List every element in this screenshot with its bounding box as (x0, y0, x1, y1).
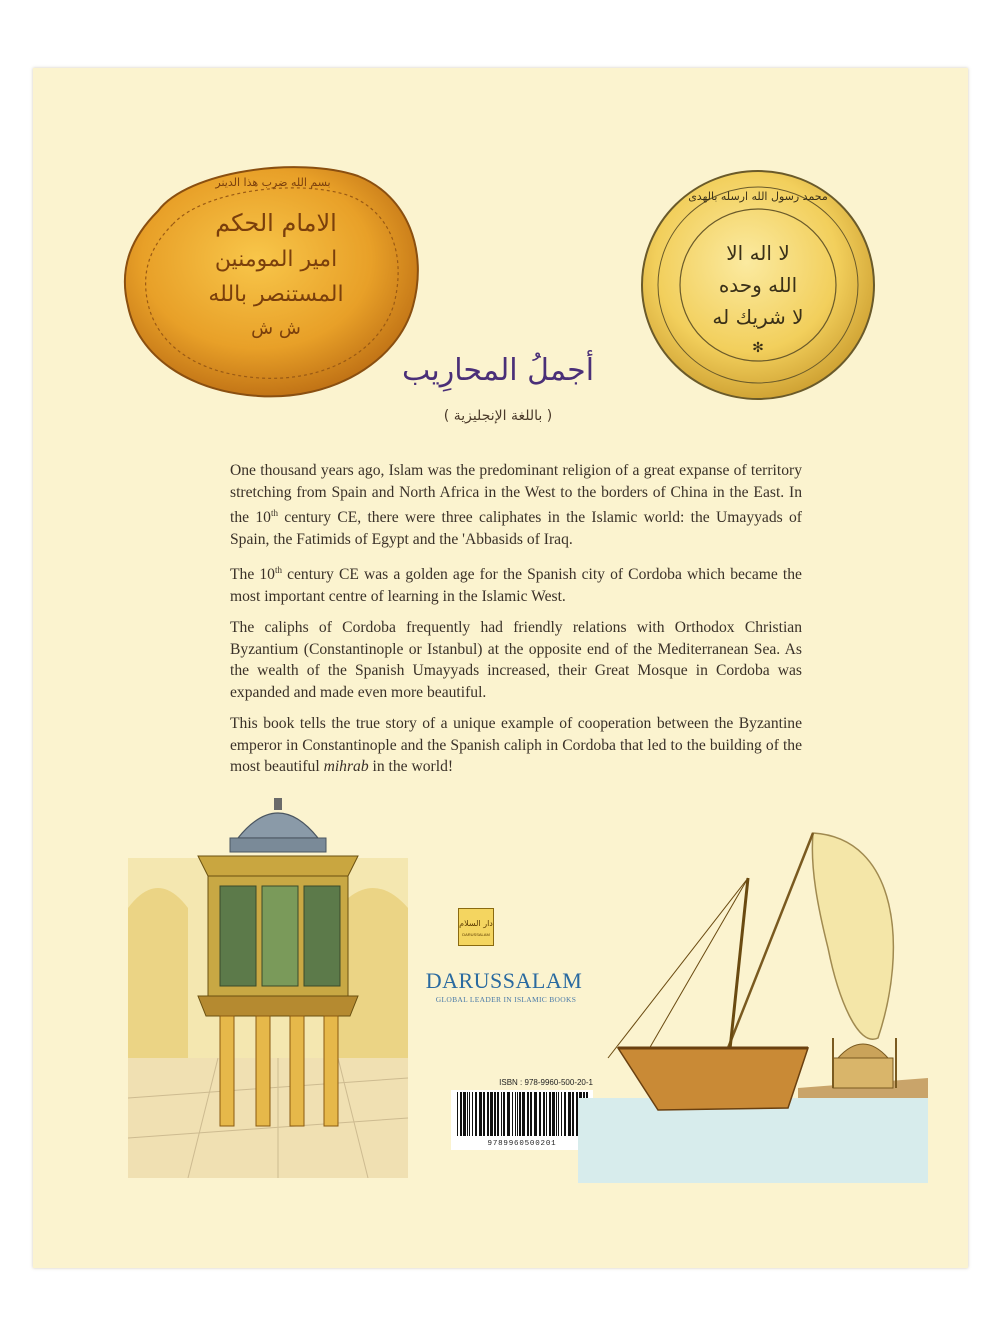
barcode-bar (497, 1092, 499, 1136)
right-coin-line-2: الله وحده (718, 273, 798, 297)
arabic-language-note: ( باللغة الإنجليزية ) (443, 408, 553, 424)
sailing-ship-illustration (578, 798, 928, 1183)
right-gold-coin-illustration (633, 160, 883, 410)
barcode-bar (515, 1092, 516, 1136)
right-coin-rim-text: محمد رسول الله ارسله بالهدى (688, 190, 828, 203)
barcode-bar (534, 1092, 537, 1136)
barcode-bar (552, 1092, 555, 1136)
barcode-bar (572, 1092, 574, 1136)
barcode-bar (539, 1092, 541, 1136)
barcode-bar (501, 1092, 502, 1136)
right-coin-line-1: لا اله الا (726, 241, 790, 265)
barcode-bar (475, 1092, 477, 1136)
barcode-bar (507, 1092, 510, 1136)
barcode-bar (483, 1092, 485, 1136)
blurb-paragraph-4: This book tells the true story of a unique example of cooperation between the Byzantine emperor in Constantinople and the Spanish caliph in Cordoba that led to the building of the most beautiful mihrab in the world! (230, 715, 802, 776)
blurb-text (230, 460, 802, 788)
isbn-label: ISBN : 978-9960-500-20-1 (499, 1078, 593, 1087)
barcode-bars (451, 1090, 593, 1140)
left-coin-line-3: المستنصر بالله (208, 282, 344, 307)
star-icon: ✻ (752, 341, 764, 356)
left-coin-rim-text: بسم الله ضرب هذا الدينر (215, 176, 331, 189)
barcode-bar (457, 1092, 458, 1136)
darussalam-logo (458, 908, 494, 946)
blurb-paragraph-2: The 10th century CE was a golden age for the Spanish city of Cordoba which became the most important centre of learning in the Islamic West. (230, 565, 802, 605)
left-coin-line-4: ش ش (251, 318, 301, 339)
barcode-bar (503, 1092, 505, 1136)
barcode (451, 1090, 593, 1150)
barcode-number: 9789960500201 (487, 1140, 557, 1148)
arabic-book-title: أجملُ المحارِيب (401, 353, 595, 388)
barcode-bar (479, 1092, 482, 1136)
barcode-bar (546, 1092, 547, 1136)
barcode-bar (494, 1092, 496, 1136)
barcode-bar (472, 1092, 473, 1136)
barcode-bar (517, 1092, 518, 1136)
barcode-bar (527, 1092, 529, 1136)
book-back-cover (33, 68, 968, 1268)
publisher-tagline: GLOBAL LEADER IN ISLAMIC BOOKS (435, 995, 577, 1004)
barcode-bar (543, 1092, 545, 1136)
logo-caption: DARUSSALAM (462, 932, 490, 937)
barcode-bar (530, 1092, 532, 1136)
barcode-bar (460, 1092, 462, 1136)
barcode-bar (564, 1092, 566, 1136)
blurb-paragraph-3: The caliphs of Cordoba frequently had friendly relations with Orthodox Christian Byzantium (Constantinople or Istanbul) at the opposite end of the Mediterranean Sea. As the wealth of the Spanish Umayyads increased, their Great Mosque in Cordoba was expanded and made even more beautiful. (230, 619, 802, 701)
barcode-bar (490, 1092, 493, 1136)
left-coin-line-2: امير المومنين (214, 247, 338, 272)
barcode-bar (467, 1092, 468, 1136)
domed-pavilion-illustration (128, 798, 408, 1178)
publisher-name: DARUSSALAM (425, 968, 583, 993)
left-coin-line-1: الامام الحكم (215, 209, 337, 237)
barcode-bar (512, 1092, 513, 1136)
barcode-bar (519, 1092, 521, 1136)
blurb-paragraph-1: One thousand years ago, Islam was the predominant religion of a great expanse of territory stretching from Spain and North Africa in the West to the borders of China in the East. In the 10th century CE, there were three caliphates in the Islamic world: the Umayyads of Spain, the Fatimids of Egypt and the 'Abbasids of Iraq. (230, 462, 802, 548)
barcode-bar (561, 1092, 562, 1136)
logo-arabic-text: دار السلام (459, 919, 493, 928)
barcode-bar (556, 1092, 557, 1136)
barcode-bar (487, 1092, 489, 1136)
barcode-bar (558, 1092, 559, 1136)
barcode-bar (469, 1092, 470, 1136)
barcode-bar (522, 1092, 525, 1136)
barcode-bar (549, 1092, 551, 1136)
barcode-bar (463, 1092, 466, 1136)
barcode-bar (568, 1092, 571, 1136)
right-coin-line-3: لا شريك له (712, 305, 804, 329)
